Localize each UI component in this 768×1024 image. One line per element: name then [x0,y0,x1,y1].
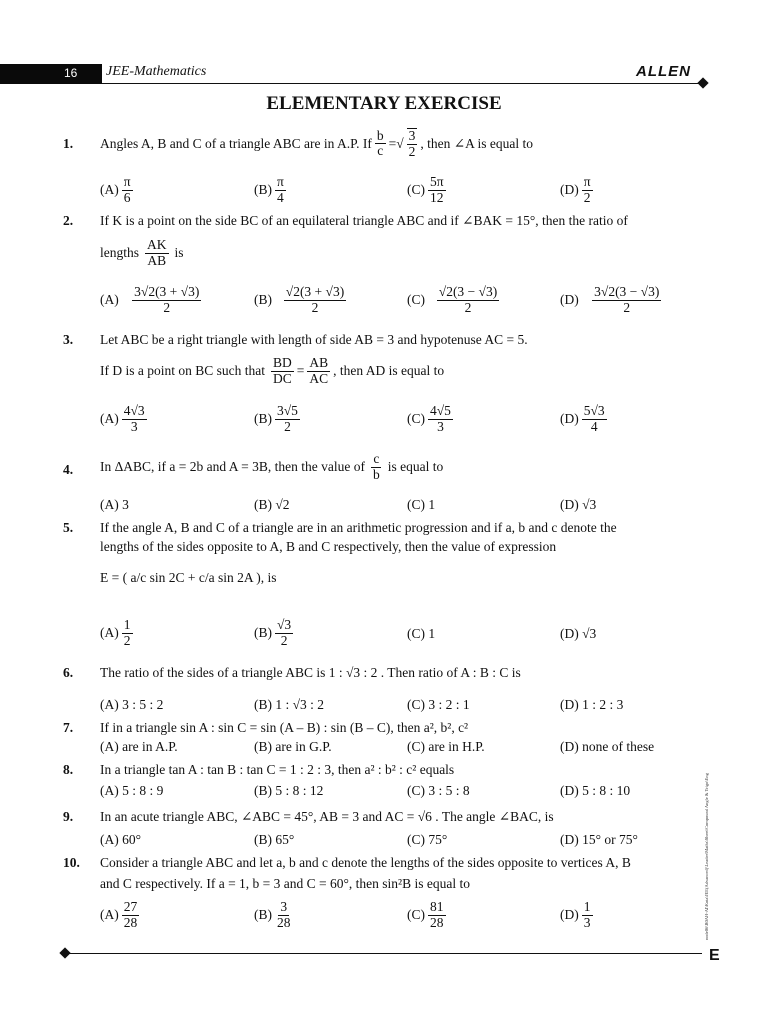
option-d: (D) $\frac{5√3}{4}$ [560,403,605,434]
option-c: (C) $\frac{√2(3 - √3)}{2}$ [407,284,498,315]
option-a: (A) $\frac{1}{2}$ [100,617,131,648]
option-b: (B) 5 : 8 : 12 [254,783,324,798]
option-a: (A) $\frac{3√2(3 + √3)}{2}$ [100,284,200,315]
question-number: 4. [63,462,74,477]
subject-title: JEE-Mathematics [106,64,207,79]
option-a: (A) $\frac{4√3}{3}$ [100,403,145,434]
option-a: (A) are in A.P. [100,739,178,754]
question-text: Let ABC be a right triangle with length of side AB = 3 and hypotenuse AC = 5. [100,332,528,347]
question-text: and C respectively. If a = 1, b = 3 and C = 60°, then sin²B is equal to [100,876,470,891]
question-text: In a triangle tan A : tan B : tan C = 1 : 2 : 3, then a² : b² : c² equals [100,762,455,777]
option-b: (B) $\frac{3}{28}$ [254,899,291,930]
option-d: (D) $\frac{3√2(3 - √3)}{2}$ [560,284,660,315]
option-d: (D) $\frac{1}{3}$ [560,899,591,930]
option-b: (B) $\frac{3√5}{2}$ [254,403,298,434]
option-b: (B) $\frac{√2(3 + √3)}{2}$ [254,284,345,315]
sqrt-fraction: √ $\frac{3}{2}$ [396,128,416,159]
header-diamond-icon [697,77,708,88]
option-c: (C) 75° [407,832,448,847]
question-number: 2. [63,213,74,228]
question-text: Consider a triangle ABC and let a, b and c denote the lengths of the sides opposite to vertices A, B [100,855,631,870]
question-text: If in a triangle sin A : sin C = sin (A – B) : sin (B – C), then a², b², c² [100,720,469,735]
option-c: (C) 1 [407,626,436,641]
option-a: (A) 3 : 5 : 2 [100,697,164,712]
option-d: (D) none of these [560,739,655,754]
option-d: (D) 15° or 75° [560,832,638,847]
option-c: (C) 1 [407,497,436,512]
question-text: If the angle A, B and C of a triangle are in an arithmetic progression and if a, b and c denote the [100,520,617,535]
fraction: $\frac{b}{c}$ [376,127,384,159]
page-number: 16 [64,66,78,80]
option-b: (B) $\frac{√3}{2}$ [254,617,292,648]
option-b: (B) are in G.P. [254,739,332,754]
option-d: (D) √3 [560,497,597,512]
option-d: (D) $\frac{\pi}{2}$ [560,174,591,205]
header-rule [102,83,702,84]
question-text: If D is a point on BC such that $\frac{BD}{DC}$ = $\frac{AB}{AC}$ , then AD is equal to [100,355,445,386]
option-a: (A) 3 [100,497,129,512]
question-number: 6. [63,665,74,680]
option-c: (C) $\frac{81}{28}$ [407,899,444,930]
option-a: (A) 60° [100,832,142,847]
option-a: (A) $\frac{27}{28}$ [100,899,138,930]
question-number: 3. [63,332,74,347]
question-text: The ratio of the sides of a triangle ABC is 1 : √3 : 2 . Then ratio of A : B : C is [100,665,521,680]
option-d: (D) √3 [560,626,597,641]
header-bar [0,64,102,84]
option-d: (D) 1 : 2 : 3 [560,697,624,712]
option-a: (A) $\frac{\pi}{6}$ [100,174,131,205]
question-text: If K is a point on the side BC of an equilateral triangle ABC and if ∠BAK = 15°, then the ratio of [100,213,628,228]
question-text: lengths of the sides opposite to A, B and C respectively, then the value of expression [100,539,557,554]
option-c: (C) 3 : 2 : 1 [407,697,470,712]
option-c: (C) 3 : 5 : 8 [407,783,470,798]
option-c: (C) are in H.P. [407,739,485,754]
question-text: lengths $\frac{AK}{AB}$ is [100,237,184,268]
option-b: (B) 65° [254,832,295,847]
option-b: (B) √2 [254,497,290,512]
page-title: ELEMENTARY EXERCISE [266,93,502,114]
question-number: 7. [63,720,74,735]
question-text: In an acute triangle ABC, ∠ABC = 45°, AB = 3 and AC = √6 . The angle ∠BAC, is [100,809,554,824]
footer-rule [66,953,702,954]
option-c: (C) $\frac{4√5}{3}$ [407,403,451,434]
option-a: (A) 5 : 8 : 9 [100,783,164,798]
edition-mark: E [709,947,720,964]
option-b: (B) $\frac{\pi}{4}$ [254,174,284,205]
question-text: In ΔABC, if a = 2b and A = 3B, then the value of $\frac{c}{b}$ is equal to [100,451,444,482]
question-text: Angles A, B and C of a triangle ABC are in A.P. If $\frac{b}{c}$ = √ $\frac{3}{2}$ , then ∠A is equal to [100,127,533,159]
question-number: 5. [63,520,74,535]
option-d: (D) 5 : 8 : 10 [560,783,631,798]
option-b: (B) 1 : √3 : 2 [254,697,325,712]
question-number: 1. [63,136,74,151]
question-number: 9. [63,809,74,824]
question-number: 10. [63,855,80,870]
question-number: 8. [63,762,74,777]
brand-logo: ALLEN [636,63,691,80]
option-c: (C) $\frac{5\pi}{12}$ [407,174,444,205]
expression: E = ( a/c sin 2C + c/a sin 2A ), is [100,570,277,585]
side-file-path: node06\B0AH-AI\Kota\JEE(Advanced)\Leader\Maths\Sheet\Compound Angle & Trigo\Eng [704,773,709,940]
